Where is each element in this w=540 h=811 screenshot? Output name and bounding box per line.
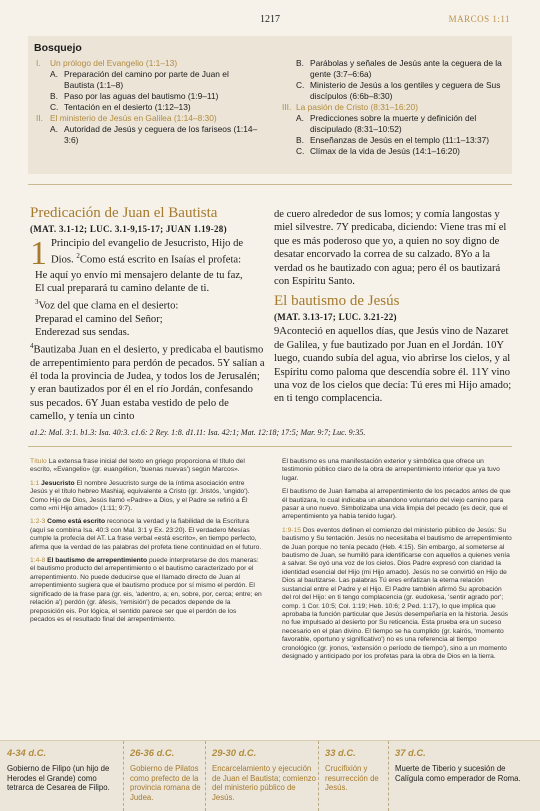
outline-marker: A. — [50, 69, 58, 79]
outline-marker: C. — [50, 102, 59, 112]
outline-text: Ministerio de Jesús a los gentiles y ceguera de Sus discípulos (6:6b–8:30) — [310, 80, 501, 101]
commentary-keyword: Jesucristo — [41, 479, 77, 487]
outline-item — [280, 58, 506, 80]
timeline-description: Gobierno de Pilatos como prefecto de la provincia romana de Judea. — [130, 764, 201, 802]
timeline-event — [392, 747, 532, 783]
commentary-paragraph — [30, 458, 262, 475]
outline-item — [34, 124, 260, 146]
section-heading-preaching: Predicación de Juan el Bautista — [30, 205, 218, 221]
timeline-date: 26-36 d.C. — [130, 747, 175, 758]
commentary-body: El bautismo es una manifestación exterior y simbólica que ofrece un testimonio público claro de la obra de arrepentimiento interior que ya tuvo lugar. — [282, 458, 500, 482]
commentary-verse-ref: 1:9-15 — [282, 526, 303, 534]
commentary-paragraph — [30, 480, 262, 514]
timeline-divider — [205, 741, 206, 811]
timeline-description: Crucifixión y resurrección de Jesús. — [325, 764, 379, 793]
poem-line: Voz del que clama en el desierto: — [38, 300, 179, 312]
outline-text: Clímax de la vida de Jesús (14:1–16:20) — [310, 146, 460, 156]
timeline-description: Gobierno de Filipo (un hijo de Herodes el Grande) como tetrarca de Cesarea de Filipo. — [7, 764, 110, 793]
commentary-verse-ref: 1:2-3 — [30, 518, 48, 526]
timeline-divider — [318, 741, 319, 811]
verses-4-6: Bautizaba Juan en el desierto, y predicaba el bautismo de arrepentimiento para perdón de pecados. 5Y salían a él toda la provincia de Judea, y todos los de Jerusalén; y eran bautizados por él en el río Jordán, confesando sus pecados. 6Y Juan estaba vestido de pelo de camello, y tenía un cinto — [30, 344, 265, 423]
commentary-body: El bautismo de Juan llamaba al arrepentimiento de los pecados antes de que él bautizara, lo cual indicaba un abandono voluntario del viejo camino para pasar a uno nuevo. Simbolizaba una vida limpia del pecado (es decir, que el arrepentimiento ya había tenido lugar). — [282, 488, 511, 521]
outline-item — [280, 102, 506, 113]
commentary-right — [282, 458, 512, 666]
outline-marker: C. — [296, 80, 305, 90]
commentary-left — [30, 458, 262, 629]
timeline-event — [209, 747, 317, 802]
timeline-date: 33 d.C. — [325, 747, 356, 758]
verse-2: Como está escrito en Isaías el profeta: — [79, 254, 242, 266]
outline-item — [280, 113, 506, 135]
outline-marker: A. — [296, 113, 304, 123]
timeline-event — [322, 747, 388, 793]
outline-item — [34, 113, 260, 124]
outline-text: Preparación del camino por parte de Juan el Bautista (1:1–8) — [64, 69, 229, 90]
commentary-keyword: Como está escrito — [47, 518, 107, 526]
outline-text: Enseñanzas de Jesús en el templo (11:1–13:37) — [310, 135, 490, 145]
scripture-column-right — [274, 208, 512, 406]
outline-marker: B. — [296, 135, 304, 145]
page-number: 1217 — [260, 14, 280, 25]
parallel-references: (MAT. 3.1-12; LUC. 3.1-9,15-17; JUAN 1.19-28) — [30, 224, 227, 234]
poem-line: Preparad el camino del Señor; — [35, 313, 163, 325]
outline-marker: A. — [50, 124, 58, 134]
outline-text: Predicciones sobre la muerte y definición del discipulado (8:31–10:52) — [310, 113, 477, 134]
outline-text: Autoridad de Jesús y ceguera de los fariseos (1:14–3:6) — [64, 124, 258, 145]
outline-item — [34, 102, 260, 113]
outline-item — [34, 69, 260, 91]
outline-text: Paso por las aguas del bautismo (1:9–11) — [64, 91, 219, 101]
commentary-paragraph — [282, 458, 512, 483]
outline-item — [280, 80, 506, 102]
section-divider — [28, 184, 512, 185]
outline-marker: II. — [36, 113, 43, 123]
verses-6-8: de cuero alrededor de sus lomos; y comía langostas y miel silvestre. 7Y predicaba, diciendo: Viene tras mí el que es más poderoso que yo, a quien no soy digno de desatar encorvado la correa de su calzado. 8Yo a la verdad os he bautizado con agua; pero él os bautizará con Espíritu Santo. — [274, 209, 507, 288]
outline-item — [34, 58, 260, 69]
outline-box — [28, 36, 512, 174]
commentary-paragraph — [282, 488, 512, 522]
commentary-body: El nombre Jesucristo surge de la íntima asociación entre Jesús y el título hebreo Mashiaj, equivalente a Cristo (gr. Jristós, 'ungido'). Como Hijo de Dios, Jesús llamó «Padre» a Dios, y el Padre se refirió a Él como «mi Hijo amado» (1:11; 9:7). — [30, 479, 250, 513]
timeline-divider — [388, 741, 389, 811]
outline-left-column — [34, 58, 260, 146]
running-head: MARCOS 1:11 — [448, 14, 510, 24]
outline-marker: C. — [296, 146, 305, 156]
commentary-body: Dos eventos definen el comienzo del ministerio público de Jesús: Su bautismo y Su tentación. Jesús no necesitaba el bautismo de arrepentimiento de Juan porque no tenía pecado (Heb. 4:15). Sin embargo, al someterse al bautismo de Juan, se humilló para identificarse con aquellos a quienes venía a salvar. Se oyó una voz de los cielos. Dios Padre expresó con claridad la identidad esencial del Hijo (mi Hijo amado). Jesús no se convirtió en Hijo de Dios al bautizarse. Las palabras Tú eres enfatizan la eterna relación sustancial entre el Padre y el Hijo. El Padre también afirmó Su aprobación del rol del Hijo: en ti tengo complacencia (gr. eudokesa, 'sentir agrado por'; comp. 1 Cor. 10:5; Col. 1:19; Heb. 10:6; 2 Ped. 1:17), lo que implica que aprobaba la función particular que Jesús desempeñaría en la historia. Jesús no fue impulsado al desierto por Su reticencia. Esta prueba era un suceso necesario en el plan divino. El tiempo se ha cumplido (gr. kairós, 'momento favorable, oportuno y significativo') no es una referencia al tiempo cronológico (gr. jronos, 'extensión o período de tiempo'), sino a un momento designado y anticipado por los profetas para la obra de Dios en la tierra. — [282, 526, 512, 660]
poem-line: He aquí yo envío mi mensajero delante de tu faz, — [35, 270, 243, 281]
timeline-description: Muerte de Tiberio y sucesión de Calígula como emperador de Roma. — [395, 764, 521, 783]
timeline-event — [127, 747, 205, 802]
outline-marker: I. — [36, 58, 41, 68]
outline-right-column — [280, 58, 506, 157]
timeline-event — [4, 747, 122, 793]
outline-marker: B. — [296, 58, 304, 68]
outline-text: Parábolas y señales de Jesús ante la ceguera de la gente (3:7–6:6a) — [310, 58, 502, 79]
commentary-keyword: El bautismo de arrepentimiento — [47, 557, 149, 565]
verses-9-11: 9Aconteció en aquellos días, que Jesús vino de Nazaret de Galilea, y fue bautizado por Juan en el Jordán. 10Y luego, cuando subía del agua, vio abrirse los cielos, y al Espíritu como paloma que descendía sobre él. 11Y vino una voz de los cielos que decía: Tú eres mi Hijo amado; en ti tengo complacencia. — [274, 326, 512, 405]
poem-line: El cual preparará tu camino delante de ti. — [35, 283, 210, 295]
commentary-body: La extensa frase inicial del texto en griego proporciona el título del escrito, «Evangelio» (gr. euangélion, 'buenas nuevas') según Marcos». — [30, 458, 245, 474]
verse-1: Principio del evangelio de Jesucristo, Hijo de Dios. — [51, 238, 244, 266]
outline-text: El ministerio de Jesús en Galilea (1:14–8:30) — [50, 113, 217, 123]
commentary-paragraph — [30, 557, 262, 624]
timeline-strip — [0, 740, 540, 811]
timeline-date: 4-34 d.C. — [7, 747, 47, 758]
outline-item — [34, 91, 260, 102]
outline-text: Un prólogo del Evangelio (1:1–13) — [50, 58, 178, 68]
outline-title: Bosquejo — [34, 42, 82, 54]
commentary-body: puede interpretarse de dos maneras: el bautismo producto del arrepentimiento o el bautismo caracterizado por el arrepentimiento. No puede deducirse que el llamado directo de Juan al arrepentimiento sugiera que el bautismo produce por sí mismo el perdón. El significado de la frase para (gr. eis, 'adentro, a; en, sobre, por, cerca; entre; en relación a') perdón (gr. áfesis, 'remisión') de pecados depende de la preposición eis. Por lógica, el sentido parece ser que el perdón de los pecados es el resultado final del arrepentimiento. — [30, 557, 262, 623]
scripture-column-left — [30, 205, 266, 424]
commentary-paragraph — [30, 518, 262, 552]
timeline-description: Encarcelamiento y ejecución de Juan el Bautista; comienzo del ministerio público de Jesús. — [212, 764, 317, 802]
baptism-references: (MAT. 3.13-17; LUC. 3.21-22) — [274, 312, 397, 323]
timeline-date: 29-30 d.C. — [212, 747, 257, 758]
commentary-verse-ref: 1:4-8 — [30, 557, 48, 565]
outline-item — [280, 135, 506, 146]
outline-text: Tentación en el desierto (1:12–13) — [64, 102, 191, 112]
timeline-divider — [123, 741, 124, 811]
scripture-text: 1 Principio del evangelio de Jesucristo, Hijo de Dios. $^2$Como está escrito en Isaías el profeta: He aquí yo envío mi mensajero delante de tu faz, El cual preparará tu camino delante de ti. $^3$Voz del que clama en el desierto: Preparad el camino del Señor; Enderezad sus sendas. $^4$Bautizaba Juan en el desierto, y predicaba el bautismo de arrepentimiento para perdón de pecados. 5Y salían a él toda la provincia de Judea, y todos los de Jerusalén; y eran bautizados por él en el río Jordán, confesando sus pecados. 6Y Juan estaba vestido de pelo de camello, y tenía un cinto — [30, 235, 265, 423]
outline-marker: B. — [50, 91, 58, 101]
commentary-divider — [28, 446, 512, 447]
outline-text: La pasión de Cristo (8:31–16:20) — [296, 102, 418, 112]
poem-line: Enderezad sus sendas. — [35, 327, 130, 339]
section-heading-baptism: El bautismo de Jesús — [274, 293, 400, 310]
commentary-verse-ref: 1:1 — [30, 479, 42, 487]
commentary-paragraph — [282, 527, 512, 662]
outline-item — [280, 146, 506, 157]
chapter-number: 1 — [30, 235, 47, 272]
timeline-date: 37 d.C. — [395, 747, 426, 758]
cross-reference-footnotes: a1.2: Mal. 3:1. b1.3: Isa. 40:3. c1.6: 2 Rey. 1:8. d1.11: Isa. 42:1; Mat. 12:18; 17:5; Mar. 9:7; Luc. 9:35. — [30, 428, 366, 437]
outline-marker: III. — [282, 102, 292, 112]
commentary-body: reconoce la verdad y la fiabilidad de la Escritura (aquí se combina Isa. 40:3 con Mal. 3:1 y Ex. 23:20). El verdadero Mesías cumple la profecía del AT. La frase verbal «está escrito», en tiempo perfecto, afirma que la verdad de las palabras del profeta tiene continuidad en el futuro. — [30, 518, 262, 551]
commentary-verse-ref: Título — [30, 458, 49, 465]
